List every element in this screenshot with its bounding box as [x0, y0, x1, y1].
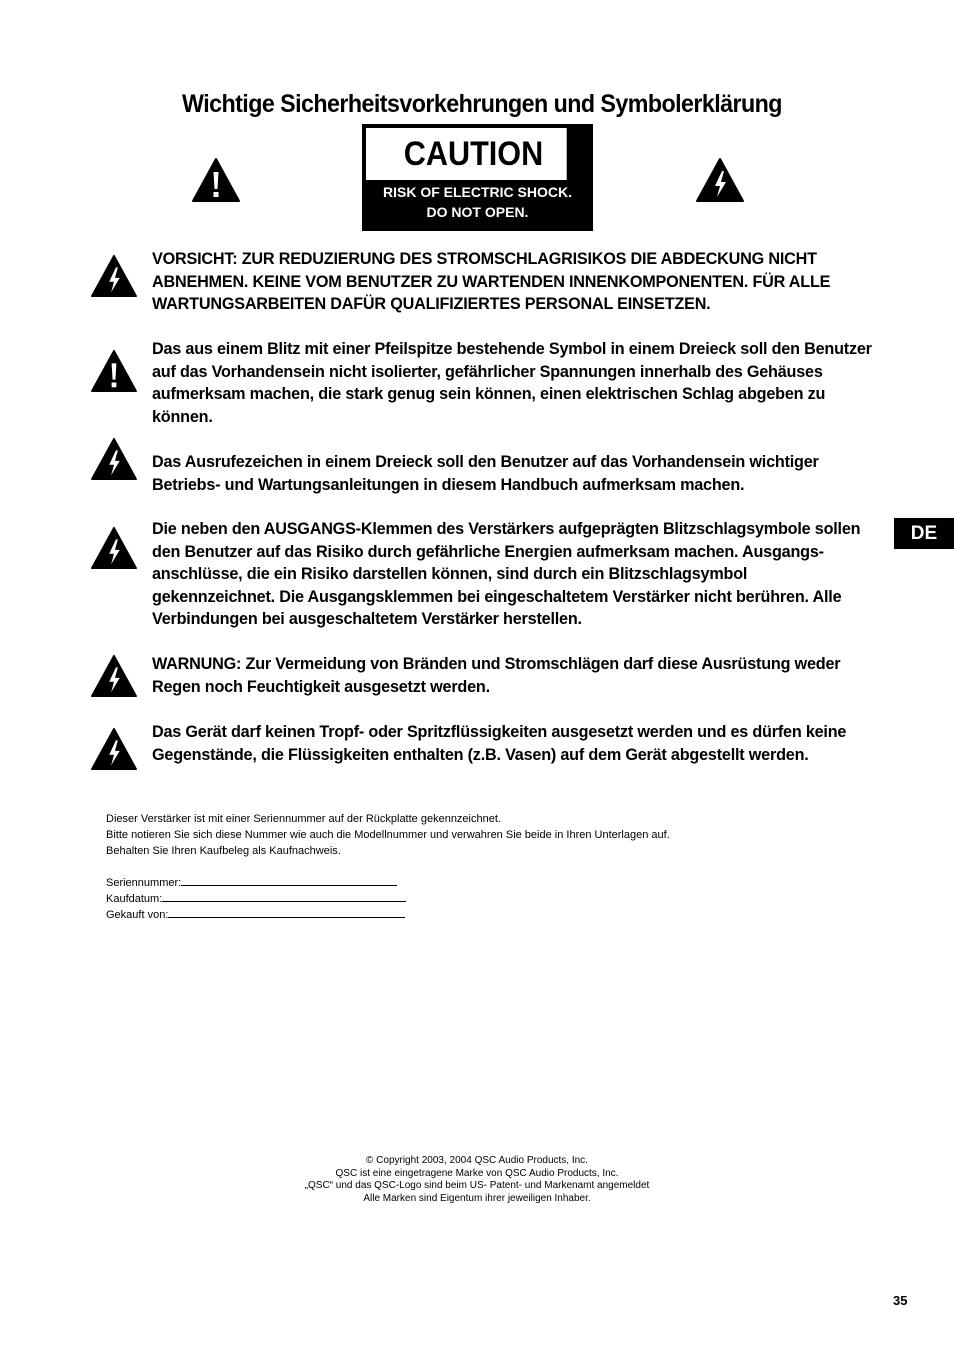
caution-line-2: DO NOT OPEN. — [426, 204, 529, 220]
note-line: Bitte notieren Sie sich diese Nummer wie auch die Modellnummer und verwahren Sie beide in Ihren Unterlagen auf. — [106, 829, 670, 841]
copyright-block — [0, 1155, 954, 1205]
purchase-date-field — [106, 891, 670, 907]
serial-number-label: Seriennummer: — [106, 877, 182, 889]
exclamation-warning-icon — [191, 157, 241, 203]
language-tab: DE — [894, 518, 954, 549]
lightning-warning-icon — [695, 157, 745, 203]
purchased-from-label: Gekauft von: — [106, 909, 169, 921]
lightning-warning-icon — [90, 654, 138, 698]
serial-notes — [106, 811, 670, 923]
trademark-line: Alle Marken sind Eigentum ihrer jeweiligen Inhaber. — [363, 1192, 591, 1204]
warning-text: Das Ausrufezeichen in einem Dreieck soll den Benutzer auf das Vorhandensein wichtiger Betriebs- und Wartungsanleitungen in diesem Handbuch aufmerksam machen. — [152, 453, 819, 494]
lightning-warning-icon — [90, 727, 138, 771]
exclamation-warning-icon — [90, 349, 138, 393]
warning-text: VORSICHT: ZUR REDUZIERUNG DES STROMSCHLAGRISIKOS DIE ABDECKUNG NICHT ABNEHMEN. KEINE VOM BENUTZER ZU WARTENDEN INNENKOMPONENTEN. FÜR ALLE WARTUNGSARBEITEN DAFÜR QUALIFIZIERTES PERSONAL EINSETZEN. — [152, 250, 831, 314]
page-number: 35 — [893, 1293, 908, 1308]
caution-header — [0, 124, 954, 234]
caution-label — [362, 124, 593, 231]
purchase-date-label: Kaufdatum: — [106, 893, 163, 905]
warning-text: Das Gerät darf keinen Tropf- oder Spritzflüssigkeiten ausgesetzt werden und es dürfen keine Gegenstände, die Flüssigkeiten enthalten (z.B. Vasen) auf dem Gerät abgestellt werden. — [152, 723, 847, 764]
caution-subtext — [362, 182, 593, 222]
purchased-from-line — [168, 908, 405, 918]
note-line: Behalten Sie Ihren Kaufbeleg als Kaufnachweis. — [106, 845, 341, 857]
serial-number-field — [106, 875, 670, 891]
page-title: Wichtige Sicherheitsvorkehrungen und Symbolerklärung — [182, 90, 782, 118]
warning-text: Das aus einem Blitz mit einer Pfeilspitze bestehende Symbol in einem Dreieck soll den Benutzer auf das Vorhandensein nicht isolierter, gefährlicher Spannungen innerhalb des Gehäuses aufmerksam machen, die stark genug sein können, einen elektrischen Schlag abgeben zu können. — [152, 340, 872, 426]
purchase-date-line — [162, 892, 406, 902]
copyright-line: © Copyright 2003, 2004 QSC Audio Products, Inc. — [366, 1155, 588, 1166]
trademark-line: „QSC“ und das QSC-Logo sind beim US- Patent- und Markenamt angemeldet — [304, 1180, 650, 1191]
serial-number-line — [181, 876, 397, 886]
caution-heading: CAUTION — [366, 128, 567, 180]
lightning-warning-icon — [90, 254, 138, 298]
warning-text: Die neben den AUSGANGS-Klemmen des Verstärkers aufgeprägten Blitzschlagsymbole sollen den Benutzer auf das Risiko durch gefährliche Energien aufmerksam machen. Ausgangs-anschlüsse, die ein Risiko darstellen können, sind durch ein Blitzschlagsymbol gekennzeichnet. Die Ausgangsklemmen bei eingeschaltetem Verstärker nicht berühren. Alle Verbindungen bei ausgeschaltetem Verstärker herstellen. — [152, 520, 861, 629]
note-line: Dieser Verstärker ist mit einer Seriennummer auf der Rückplatte gekennzeichnet. — [106, 813, 501, 825]
lightning-warning-icon — [90, 526, 138, 570]
trademark-line: QSC ist eine eingetragene Marke von QSC Audio Products, Inc. — [335, 1167, 619, 1179]
caution-line-1: RISK OF ELECTRIC SHOCK. — [382, 184, 572, 200]
warning-text: WARNUNG: Zur Vermeidung von Bränden und Stromschlägen darf diese Ausrüstung weder Regen noch Feuchtigkeit ausgesetzt werden. — [152, 655, 841, 696]
purchased-from-field — [106, 907, 670, 923]
lightning-warning-icon — [90, 437, 138, 481]
